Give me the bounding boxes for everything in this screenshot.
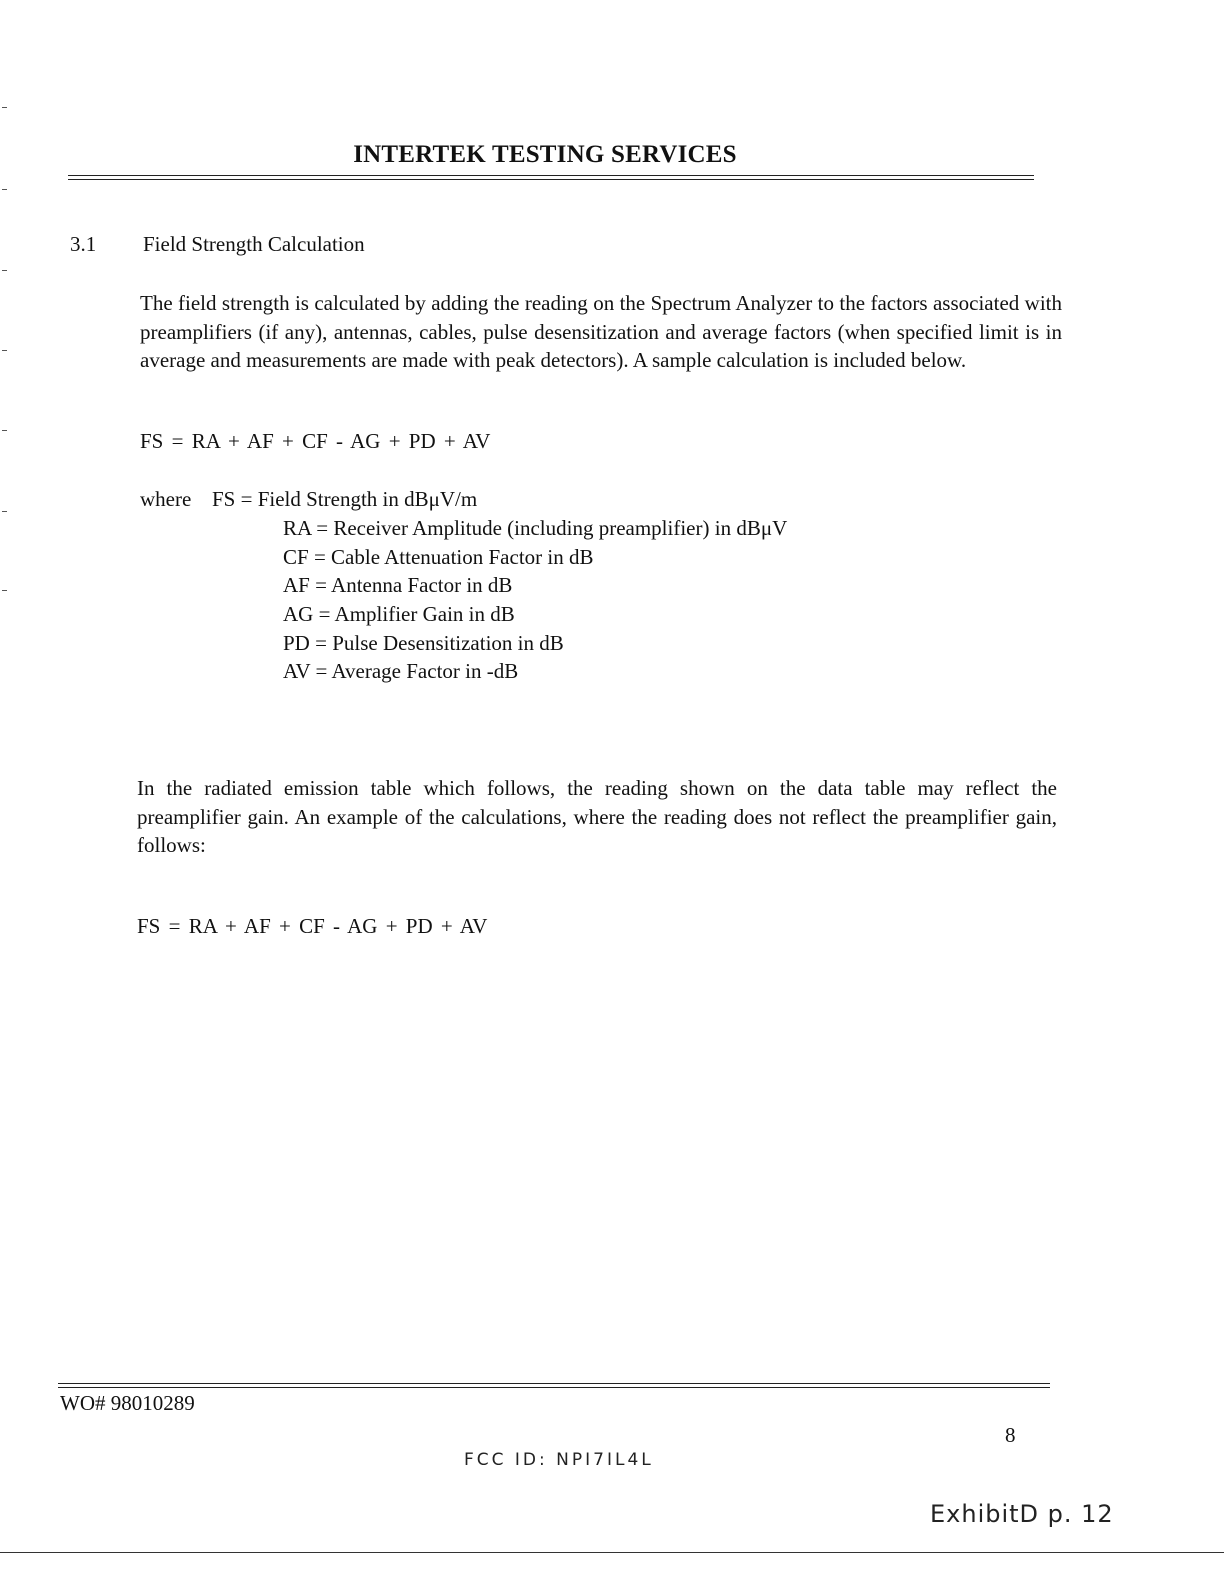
margin-tick — [2, 430, 7, 431]
definition-row — [283, 573, 512, 598]
definition-row — [283, 545, 594, 570]
definition-term: RA — [283, 516, 312, 540]
footer-rule-top — [58, 1383, 1050, 1384]
definition-desc: Average Factor in -dB — [331, 659, 519, 683]
intro-paragraph: The field strength is calculated by adding the reading on the Spectrum Analyzer to the factors associated with preamplifiers (if any), antennas, cables, pulse desensitization and average factors (when specified limit is in average and measurements are made with peak detectors). A sample calculation is included below. — [140, 291, 1062, 372]
definition-row — [283, 631, 564, 656]
definition-desc: Amplifier Gain in dB — [334, 602, 515, 626]
definition-row — [283, 659, 518, 684]
work-order-number: WO# 98010289 — [60, 1391, 195, 1415]
exhibit-label: ExhibitD p. 12 — [930, 1500, 1114, 1528]
margin-tick — [2, 270, 7, 271]
footer-rule-bottom — [58, 1387, 1050, 1388]
definition-equals: = — [313, 545, 326, 569]
definition-term: AV — [283, 659, 311, 683]
definition-equals: = — [318, 602, 331, 626]
formula-example: FS = RA + AF + CF - AG + PD + AV — [137, 914, 488, 938]
section-title: Field Strength Calculation — [143, 232, 365, 256]
definition-equals: = — [316, 516, 329, 540]
header-rule-bottom — [68, 179, 1034, 180]
definition-term: AG — [283, 602, 314, 626]
definition-desc: Cable Attenuation Factor in dB — [331, 545, 594, 569]
definition-row — [283, 602, 515, 627]
scan-bottom-edge — [0, 1552, 1224, 1553]
margin-tick — [2, 107, 7, 108]
page-header-title: INTERTEK TESTING SERVICES — [353, 141, 737, 168]
definition-desc: Pulse Desensitization in dB — [332, 631, 564, 655]
definition-row — [283, 516, 787, 541]
definition-desc: Antenna Factor in dB — [331, 573, 513, 597]
definition-equals: = — [315, 659, 328, 683]
margin-tick — [2, 511, 7, 512]
definition-label-where: where — [140, 487, 192, 511]
definition-equals: = — [240, 487, 253, 511]
definition-term: FS — [212, 487, 236, 511]
definition-equals: = — [315, 631, 327, 655]
definition-equals: = — [315, 573, 327, 597]
fcc-id-stamp: FCC ID: NPI7IL4L — [464, 1450, 654, 1470]
definition-term: CF — [283, 545, 309, 569]
radiated-emission-paragraph: In the radiated emission table which follows, the reading shown on the data table may reflect the preamplifier gain. An example of the calculations, where the reading does not reflect the preamplifier gain, follows: — [137, 776, 1057, 857]
margin-tick — [2, 350, 7, 351]
margin-tick — [2, 189, 7, 190]
definition-desc: Receiver Amplitude (including preamplifier) in dBμV — [333, 516, 788, 540]
definition-term: AF — [283, 573, 310, 597]
definition-row — [212, 487, 477, 512]
definition-term: PD — [283, 631, 310, 655]
page-number: 8 — [1005, 1423, 1016, 1447]
definition-desc: Field Strength in dBμV/m — [257, 487, 478, 511]
margin-tick — [2, 590, 7, 591]
header-rule-top — [68, 175, 1034, 176]
section-number: 3.1 — [70, 232, 97, 256]
formula-sample: FS = RA + AF + CF - AG + PD + AV — [140, 429, 491, 453]
